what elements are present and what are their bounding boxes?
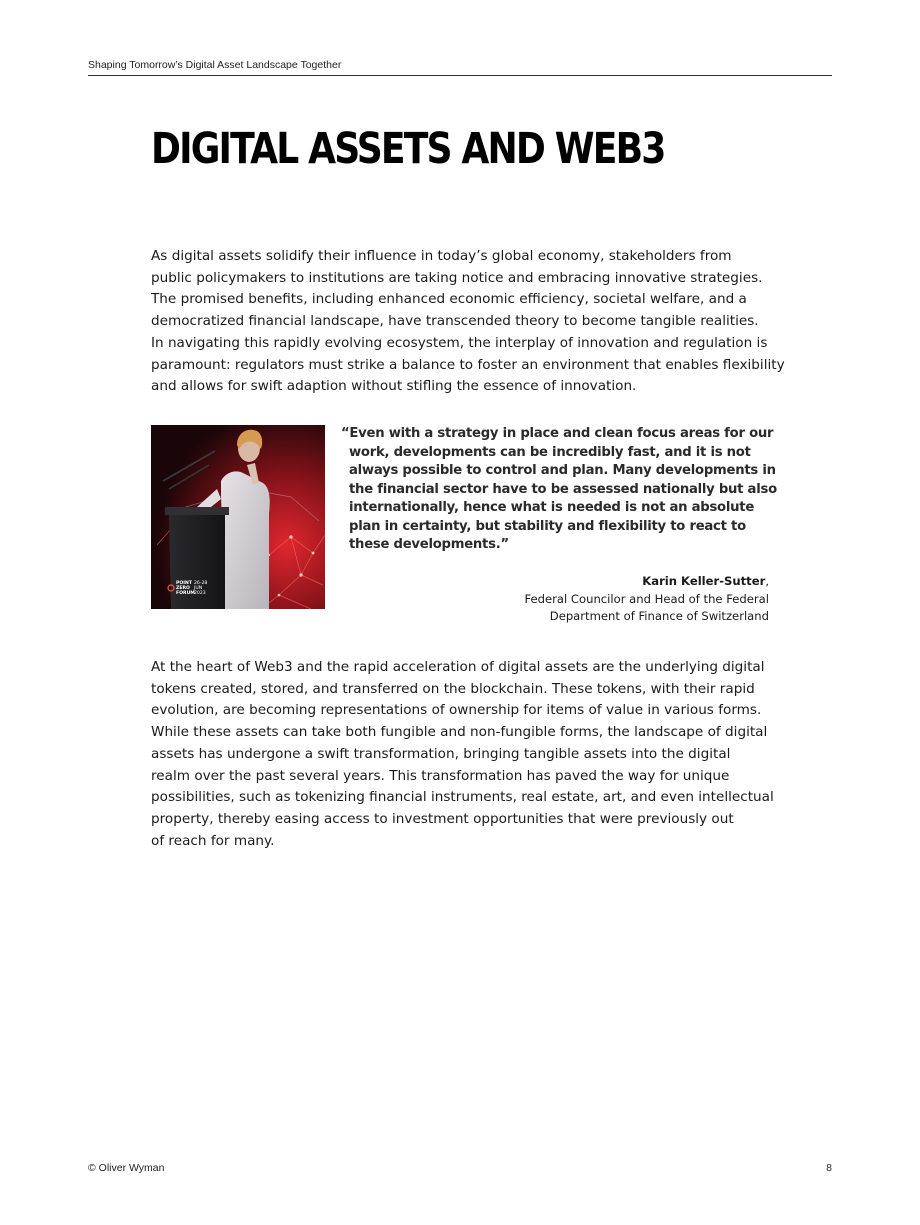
intro-line: As digital assets solidify their influence in today’s global economy, stakeholders from [151,248,732,264]
intro-line: public policymakers to institutions are taking notice and embracing innovative strategies. [151,269,763,286]
page-title: DIGITAL ASSETS AND WEB3 [151,124,665,174]
speaker-role-line: Federal Councilor and Head of the Federal [524,591,769,606]
backdrop-logo-line: FORUM [176,591,195,596]
quote-line: the financial sector have to be assessed nationally but also [349,481,777,497]
backdrop-date-line: 26-28 [194,581,208,586]
footer-copyright: © Oliver Wyman [88,1162,165,1174]
quote-line: “Even with a strategy in place and clean focus areas for our [341,426,774,441]
body-line: assets has undergone a swift transformation, bringing tangible assets into the digital [151,745,731,762]
speaker-photo [151,425,325,609]
backdrop-date-line: 2023 [194,591,206,596]
body-line: realm over the past several years. This transformation has paved the way for unique [151,767,730,784]
running-header: Shaping Tomorrow’s Digital Asset Landscape Together [88,59,832,76]
body-line: of reach for many. [151,832,275,849]
speaker-line [440,573,769,591]
body-line: At the heart of Web3 and the rapid acceleration of digital assets are the underlying digital [151,659,765,675]
intro-line: and allows for swift adaption without stifling the essence of innovation. [151,378,637,395]
body-line: evolution, are becoming representations of ownership for items of value in various forms. [151,702,762,719]
body-line: property, thereby easing access to investment opportunities that were previously out [151,810,734,827]
intro-line: The promised benefits, including enhanced economic efficiency, societal welfare, and a [151,291,747,308]
pull-quote [341,425,781,555]
body-line: While these assets can take both fungible and non-fungible forms, the landscape of digital [151,724,768,741]
body-line: tokens created, stored, and transferred on the blockchain. These tokens, with their rapid [151,680,755,697]
speaker-role-line: Department of Finance of Switzerland [549,609,769,623]
backdrop-date-line: JUN [194,586,203,591]
backdrop-logo-line: POINT [176,581,192,586]
body-line: possibilities, such as tokenizing financial instruments, real estate, art, and even intellectual [151,789,774,806]
intro-line: paramount: regulators must strike a balance to foster an environment that enables flexibility [151,356,785,373]
intro-paragraph [151,246,785,398]
quote-line: these developments.” [349,537,509,552]
quote-attribution [440,573,769,626]
quote-line: work, developments can be incredibly fast, and it is not [349,444,751,460]
body-paragraph [151,657,774,852]
quote-line: always possible to control and plan. Many developments in [349,463,776,478]
speaker-comma: , [765,574,769,588]
backdrop-logo-line: ZERO [176,586,190,591]
speaker-name: Karin Keller-Sutter [642,574,766,588]
quote-line: plan in certainty, but stability and flexibility to react to [349,518,746,534]
intro-line: democratized financial landscape, have transcended theory to become tangible realities. [151,313,759,330]
quote-line: internationally, hence what is needed is not an absolute [349,500,755,515]
page-number: 8 [826,1162,832,1174]
intro-line: In navigating this rapidly evolving ecosystem, the interplay of innovation and regulation is [151,334,768,351]
